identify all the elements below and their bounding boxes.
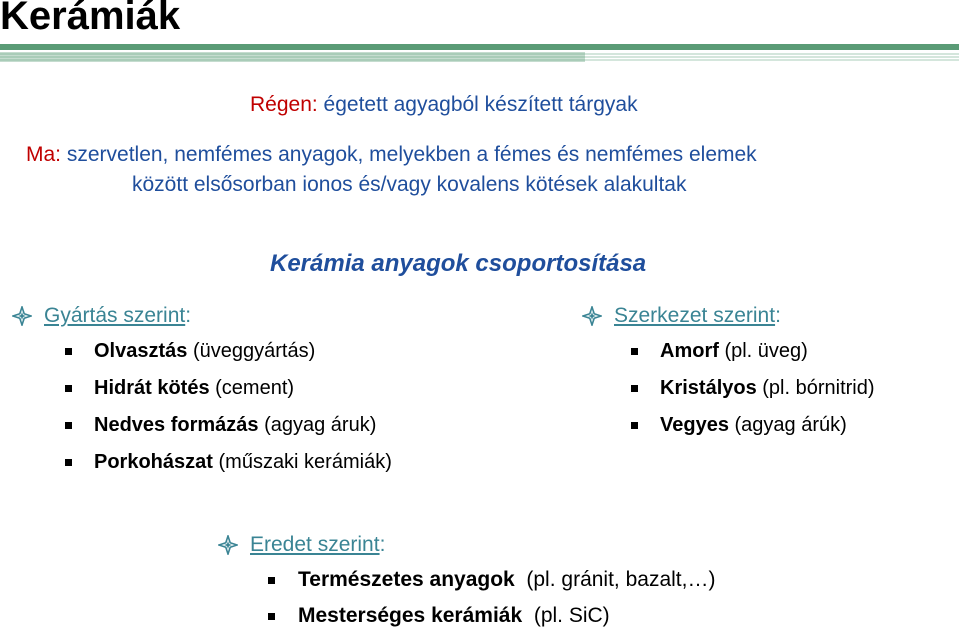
slide-title: Kerámiák: [0, 0, 181, 38]
regen-text: égetett agyagból készített tárgyak: [317, 93, 638, 116]
list-item: [268, 604, 610, 628]
square-bullet-icon: [65, 422, 72, 429]
item-rest: (műszaki kerámiák): [212, 451, 392, 473]
ma-text-1: szervetlen, nemfémes anyagok, melyekben a fémes és nemfémes elemek: [61, 143, 757, 166]
square-bullet-icon: [65, 459, 72, 466]
item-rest: (pl. SiC): [522, 604, 610, 627]
item-bold: Porkohászat: [94, 451, 213, 473]
intro-ma-line-1: [26, 143, 757, 167]
item-rest: (üveggyártás): [187, 340, 316, 362]
category-eredet-label: Eredet szerint: [250, 533, 380, 556]
item-bold: Olvasztás: [94, 340, 188, 362]
four-point-diamond-icon: [218, 535, 238, 555]
square-bullet-icon: [631, 348, 638, 355]
list-item: [268, 568, 715, 592]
item-bold: Természetes anyagok: [298, 568, 515, 591]
list-item: [65, 340, 315, 363]
category-gyartas-label: Gyártás szerint: [44, 304, 186, 327]
item-rest: (agyag áruk): [258, 414, 377, 436]
item-bold: Amorf: [660, 340, 719, 362]
item-rest: (cement): [209, 377, 295, 399]
item-bold: Kristályos: [660, 377, 757, 399]
list-item: [65, 414, 376, 437]
category-eredet: [218, 533, 385, 557]
four-point-diamond-icon: [12, 306, 32, 326]
ma-label: Ma:: [26, 143, 62, 166]
list-item: [631, 414, 847, 437]
square-bullet-icon: [631, 422, 638, 429]
title-underline-bar: [0, 44, 959, 50]
item-bold: Mesterséges kerámiák: [298, 604, 523, 627]
square-bullet-icon: [65, 385, 72, 392]
regen-label: Régen:: [250, 93, 318, 116]
item-rest: (pl. gránit, bazalt,…): [514, 568, 716, 591]
item-bold: Vegyes: [660, 414, 729, 436]
intro-regen-line: [250, 93, 638, 117]
square-bullet-icon: [65, 348, 72, 355]
item-rest: (pl. üveg): [718, 340, 808, 362]
item-rest: (agyag árúk): [728, 414, 847, 436]
category-gyartas-colon: :: [185, 304, 192, 327]
item-bold: Hidrát kötés: [94, 377, 210, 399]
intro-ma-line-2: között elsősorban ionos és/vagy kovalens kötések alakultak: [132, 173, 687, 196]
category-szerkezet-colon: :: [775, 304, 781, 327]
item-rest: (pl. bórnitrid): [756, 377, 875, 399]
category-eredet-colon: :: [379, 533, 386, 556]
four-point-diamond-icon: [582, 306, 602, 326]
list-item: [65, 377, 294, 400]
category-gyartas: [12, 304, 191, 328]
list-item: [65, 451, 392, 474]
category-szerkezet-label: Szerkezet szerint: [614, 304, 776, 327]
item-bold: Nedves formázás: [94, 414, 259, 436]
square-bullet-icon: [268, 613, 275, 620]
category-szerkezet: [582, 304, 781, 328]
title-decorative-lines: [0, 52, 959, 62]
list-item: [631, 340, 808, 363]
grouping-heading: Kerámia anyagok csoportosítása: [270, 250, 647, 277]
list-item: [631, 377, 875, 400]
square-bullet-icon: [631, 385, 638, 392]
square-bullet-icon: [268, 577, 275, 584]
